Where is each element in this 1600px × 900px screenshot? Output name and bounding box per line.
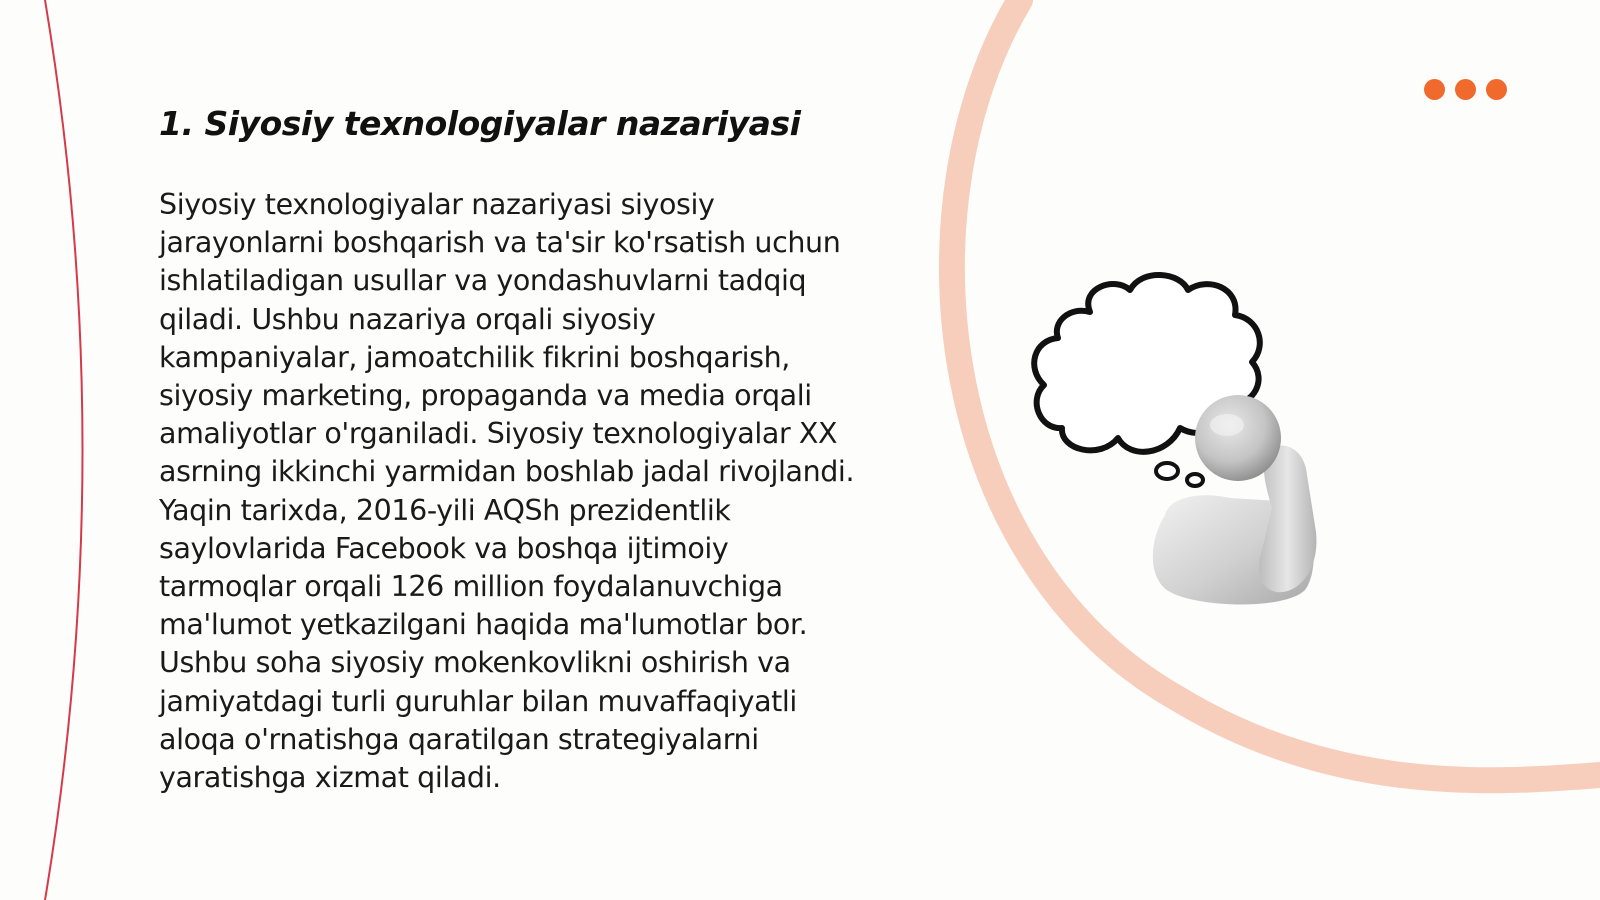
dot-icon bbox=[1424, 79, 1445, 100]
slide-title: 1. Siyosiy texnologiyalar nazariyasi bbox=[159, 104, 801, 143]
more-options-icon bbox=[1424, 79, 1507, 100]
dot-icon bbox=[1455, 79, 1476, 100]
left-accent-line bbox=[45, 0, 83, 900]
slide-body-text: Siyosiy texnologiyalar nazariyasi siyosiy jarayonlarni boshqarish va ta'sir ko'rsatish uchun ishlatiladigan usullar va yondashuvlarni tadqiq qiladi. Ushbu nazariya orqali siyosiy kampaniyalar, jamoatchilik fikrini boshqarish, siyosiy marketing, propaganda va media orqali amaliyotlar o'rganiladi. Siyosiy texnologiyalar XX asrning ikkinchi yarmidan boshlab jadal rivojlandi. Yaqin tarixda, 2016-yili AQSh prezidentlik saylovlarida Facebook va boshqa ijtimoiy tarmoqlar orqali 126 million foydalanuvchiga ma'lumot yetkazilgani haqida ma'lumotlar bor. Ushbu soha siyosiy mokenkovlikni oshirish va jamiyatdagi turli guruhlar bilan muvaffaqiyatli aloqa o'rnatishga qaratilgan strategiyalarni yaratishga xizmat qiladi. bbox=[159, 188, 855, 795]
dot-icon bbox=[1486, 79, 1507, 100]
thinking-person-icon bbox=[1030, 270, 1360, 620]
